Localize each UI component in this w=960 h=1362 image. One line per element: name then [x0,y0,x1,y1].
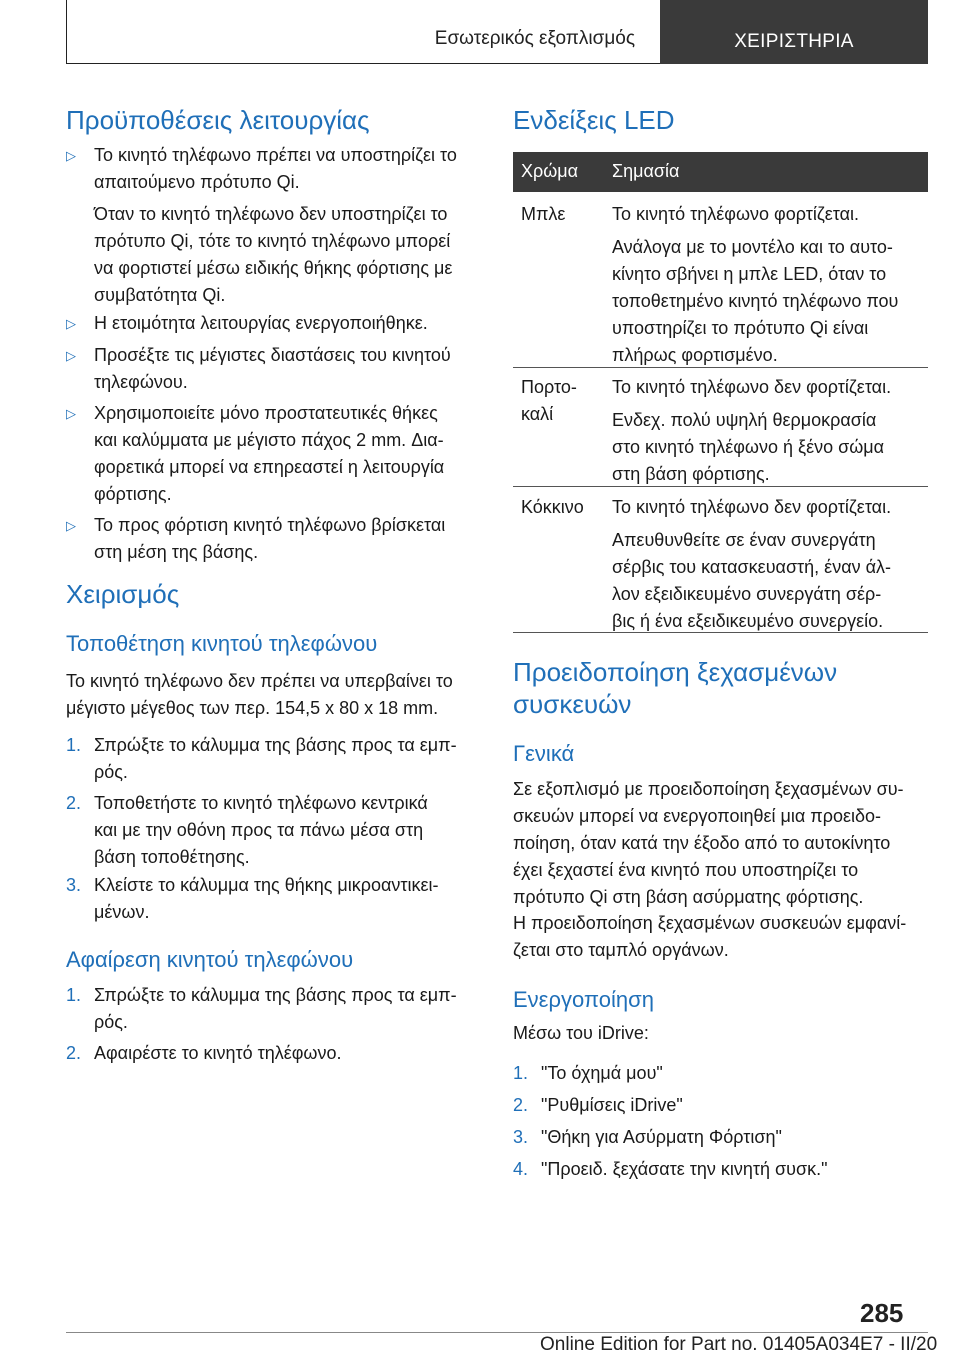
step-line: ρός. [94,762,128,782]
removing-heading: Αφαίρεση κινητού τηλεφώνου [66,947,354,972]
bullet-line: Χρησιμοποιείτε μόνο προστατευτικές θήκες [94,403,438,423]
bullet-line: στη μέση της βάσης. [94,542,259,562]
led-table-header [513,152,928,192]
footer-rule [66,1332,928,1333]
general-paragraph [513,910,928,964]
bullet-line: Η ετοιμότητα λειτουργίας ενεργοποιήθηκε. [94,313,428,333]
step-number: 2. [66,793,82,813]
step-number: 1. [66,985,82,1005]
prereq-bullet [66,310,486,337]
bullet-line: και καλύμματα με μέγιστο πάχος 2 mm. Δια- [94,430,444,450]
step-number: 2. [513,1095,529,1115]
placing-intro [66,668,486,722]
header-chapter-label: ΧΕΙΡΙΣΤΗΡΙΑ [734,31,854,52]
bullet-line: φορετικά μπορεί να επηρεαστεί η λειτουργία [94,457,445,477]
meaning-line: υποστηρίζει το πρότυπο Qi είναι [612,318,869,338]
step-number: 4. [513,1159,529,1179]
activation-step [513,1156,928,1183]
step-number: 1. [513,1063,529,1083]
triangle-bullet-icon: ▷ [66,148,76,163]
led-meaning-cell [612,374,924,488]
activation-step [513,1060,928,1087]
step-text: "Το όχημά μου" [541,1063,663,1083]
led-meaning-cell [612,201,924,369]
step-line: Σπρώξτε το κάλυμμα της βάσης προς τα εμπ- [94,735,457,755]
note-line: συμβατότητα Qi. [94,285,226,305]
step-number: 3. [513,1127,529,1147]
led-color-cell [521,374,603,428]
note-line: Όταν το κινητό τηλέφωνο δεν υποστηρίζει το [94,204,448,224]
para-line: ζεται στο ταμπλό οργάνων. [513,940,729,960]
meaning-line: στη βάση φόρτισης. [612,464,770,484]
heading-line: συσκευών [513,689,632,719]
color-label: καλί [521,404,554,424]
activation-heading: Ενεργοποίηση [513,987,654,1012]
step-number: 3. [66,875,82,895]
meaning-line: Ανάλογα με το μοντέλο και το αυτο- [612,237,893,257]
removing-step [66,1040,486,1067]
header-chapter-tab [660,0,928,64]
triangle-bullet-icon: ▷ [66,316,76,331]
page-number: 285 [860,1298,904,1328]
placing-step [66,732,486,786]
led-color-cell [521,494,603,521]
bullet-line: Το προς φόρτιση κινητό τηλέφωνο βρίσκεται [94,515,446,535]
intro-line: Το κινητό τηλέφωνο δεν πρέπει να υπερβαίνει το [66,671,453,691]
triangle-bullet-icon: ▷ [66,518,76,533]
prereq-bullet [66,142,486,196]
step-number: 1. [66,735,82,755]
meaning-main: Το κινητό τηλέφωνο φορτίζεται. [612,204,860,224]
step-line: βάση τοποθέτησης. [94,847,250,867]
header-section-title: Εσωτερικός εξοπλισμός [434,28,635,49]
table-row-divider [513,486,928,487]
prereq-bullet [66,342,486,396]
step-number: 2. [66,1043,82,1063]
meaning-line: λον εξειδικευμένο συνεργάτη σέρ- [612,584,882,604]
bullet-line: Το κινητό τηλέφωνο πρέπει να υποστηρίζει το [94,145,457,165]
meaning-line: Ενδεχ. πολύ υψηλή θερμοκρασία [612,410,877,430]
prereq-bullet [66,400,486,508]
step-line: μένων. [94,902,150,922]
activation-step [513,1092,928,1119]
prereq-bullet [66,512,486,566]
meaning-line: Απευθυνθείτε σε έναν συνεργάτη [612,530,876,550]
step-line: και με την οθόνη προς τα πάνω μέσα στη [94,820,424,840]
triangle-bullet-icon: ▷ [66,348,76,363]
meaning-line: σέρβις του κατασκευαστή, έναν άλ- [612,557,892,577]
col-color-header: Χρώμα [521,161,579,181]
table-row-divider [513,367,928,368]
intro-line: μέγιστο μέγεθος των περ. 154,5 x 80 x 18 mm. [66,698,439,718]
para-line: ποίηση, όταν κατά την έξοδο από το αυτοκίνητο [513,833,891,853]
meaning-line: στο κινητό τηλέφωνο ή ξένο σώμα [612,437,885,457]
note-line: να φορτιστεί μέσω ειδικής θήκης φόρτισης με [94,258,453,278]
forgotten-devices-heading [513,656,837,720]
step-line: ρός. [94,1012,128,1032]
meaning-line: βις ή ένα εξειδικευμένο συνεργείο. [612,611,884,631]
step-text: "Ρυθμίσεις iDrive" [541,1095,683,1115]
placing-heading: Τοποθέτηση κινητού τηλεφώνου [66,631,378,656]
para-line: Η προειδοποίηση ξεχασμένων συσκευών εμφανί- [513,913,907,933]
meaning-main: Το κινητό τηλέφωνο δεν φορτίζεται. [612,377,892,397]
step-line: Σπρώξτε το κάλυμμα της βάσης προς τα εμπ- [94,985,457,1005]
step-line: Αφαιρέστε το κινητό τηλέφωνο. [94,1043,342,1063]
led-meaning-cell [612,494,924,635]
step-text: "Θήκη για Ασύρματη Φόρτιση" [541,1127,782,1147]
table-bottom-rule [513,632,928,633]
step-line: Τοποθετήστε το κινητό τηλέφωνο κεντρικά [94,793,428,813]
prereq-note [94,201,486,309]
operation-heading: Χειρισμός [66,579,180,609]
placing-step [66,872,486,926]
step-text: "Προειδ. ξεχάσατε την κινητή συσκ." [541,1159,828,1179]
bullet-line: απαιτούμενο πρότυπο Qi. [94,172,300,192]
prereq-heading: Προϋποθέσεις λειτουργίας [66,105,370,135]
color-label: Πορτο- [521,377,577,397]
bullet-line: φόρτισης. [94,484,172,504]
placing-step [66,790,486,871]
bullet-line: τηλεφώνου. [94,372,188,392]
step-line: Κλείστε το κάλυμμα της θήκης μικροαντικει- [94,875,439,895]
para-line: Σε εξοπλισμό με προειδοποίηση ξεχασμένων συ- [513,779,904,799]
para-line: πρότυπο Qi στη βάση ασύρματης φόρτισης. [513,887,864,907]
general-paragraph [513,776,928,911]
para-line: σκευών μπορεί να ενεργοποιηθεί μια προειδο- [513,806,882,826]
bullet-line: Προσέξτε τις μέγιστες διαστάσεις του κινητού [94,345,451,365]
footer-edition: Online Edition for Part no. 01405A034E7 - II/20 [540,1334,938,1355]
led-heading: Ενδείξεις LED [513,105,675,135]
activation-intro: Μέσω του iDrive: [513,1023,649,1043]
meaning-line: πλήρως φορτισμένο. [612,345,778,365]
led-color-cell [521,201,603,228]
meaning-line: κίνητο σβήνει η μπλε LED, όταν το [612,264,887,284]
col-meaning-header: Σημασία [612,161,680,181]
meaning-main: Το κινητό τηλέφωνο δεν φορτίζεται. [612,497,892,517]
para-line: έχει ξεχαστεί ένα κινητό που υποστηρίζει το [513,860,859,880]
header-divider [66,0,67,64]
triangle-bullet-icon: ▷ [66,406,76,421]
activation-step [513,1124,928,1151]
color-label: Μπλε [521,204,566,224]
note-line: πρότυπο Qi, τότε το κινητό τηλέφωνο μπορεί [94,231,451,251]
color-label: Κόκκινο [521,497,584,517]
meaning-line: τοποθετημένο κινητό τηλέφωνο που [612,291,899,311]
general-heading: Γενικά [513,741,575,766]
removing-step [66,982,486,1036]
heading-line: Προειδοποίηση ξεχασμένων [513,657,838,687]
